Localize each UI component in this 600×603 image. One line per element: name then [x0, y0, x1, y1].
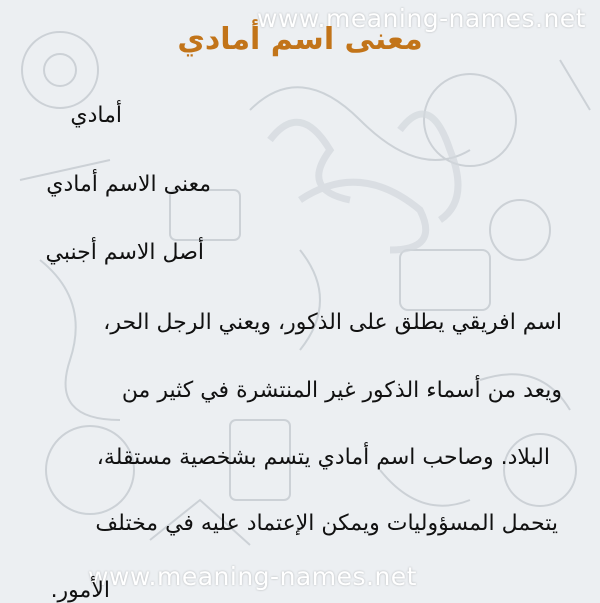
paragraph-line: اسم افريقي يطلق على الذكور، ويعني الرجل الحر،: [103, 310, 562, 335]
page-title: معنى اسم أمادي: [177, 22, 423, 57]
paragraph-line: يتحمل المسؤوليات ويمكن الإعتماد عليه في مختلف: [95, 511, 558, 536]
paragraph-line: الأمور.: [50, 578, 110, 603]
paragraph-line: البلاد. وصاحب اسم أمادي يتسم بشخصية مستقلة،: [96, 445, 550, 470]
paragraph-line: ويعد من أسماء الذكور غير المنتشرة في كثير من: [121, 378, 562, 403]
watermark-bottom: www.meaning-names.net: [88, 562, 417, 591]
origin-line: أصل الاسم أجنبي: [45, 240, 204, 265]
watermark-top: www.meaning-names.net: [257, 4, 586, 33]
name-line: أمادي: [70, 103, 122, 128]
meaning-heading: معنى الاسم أمادي: [46, 172, 211, 197]
